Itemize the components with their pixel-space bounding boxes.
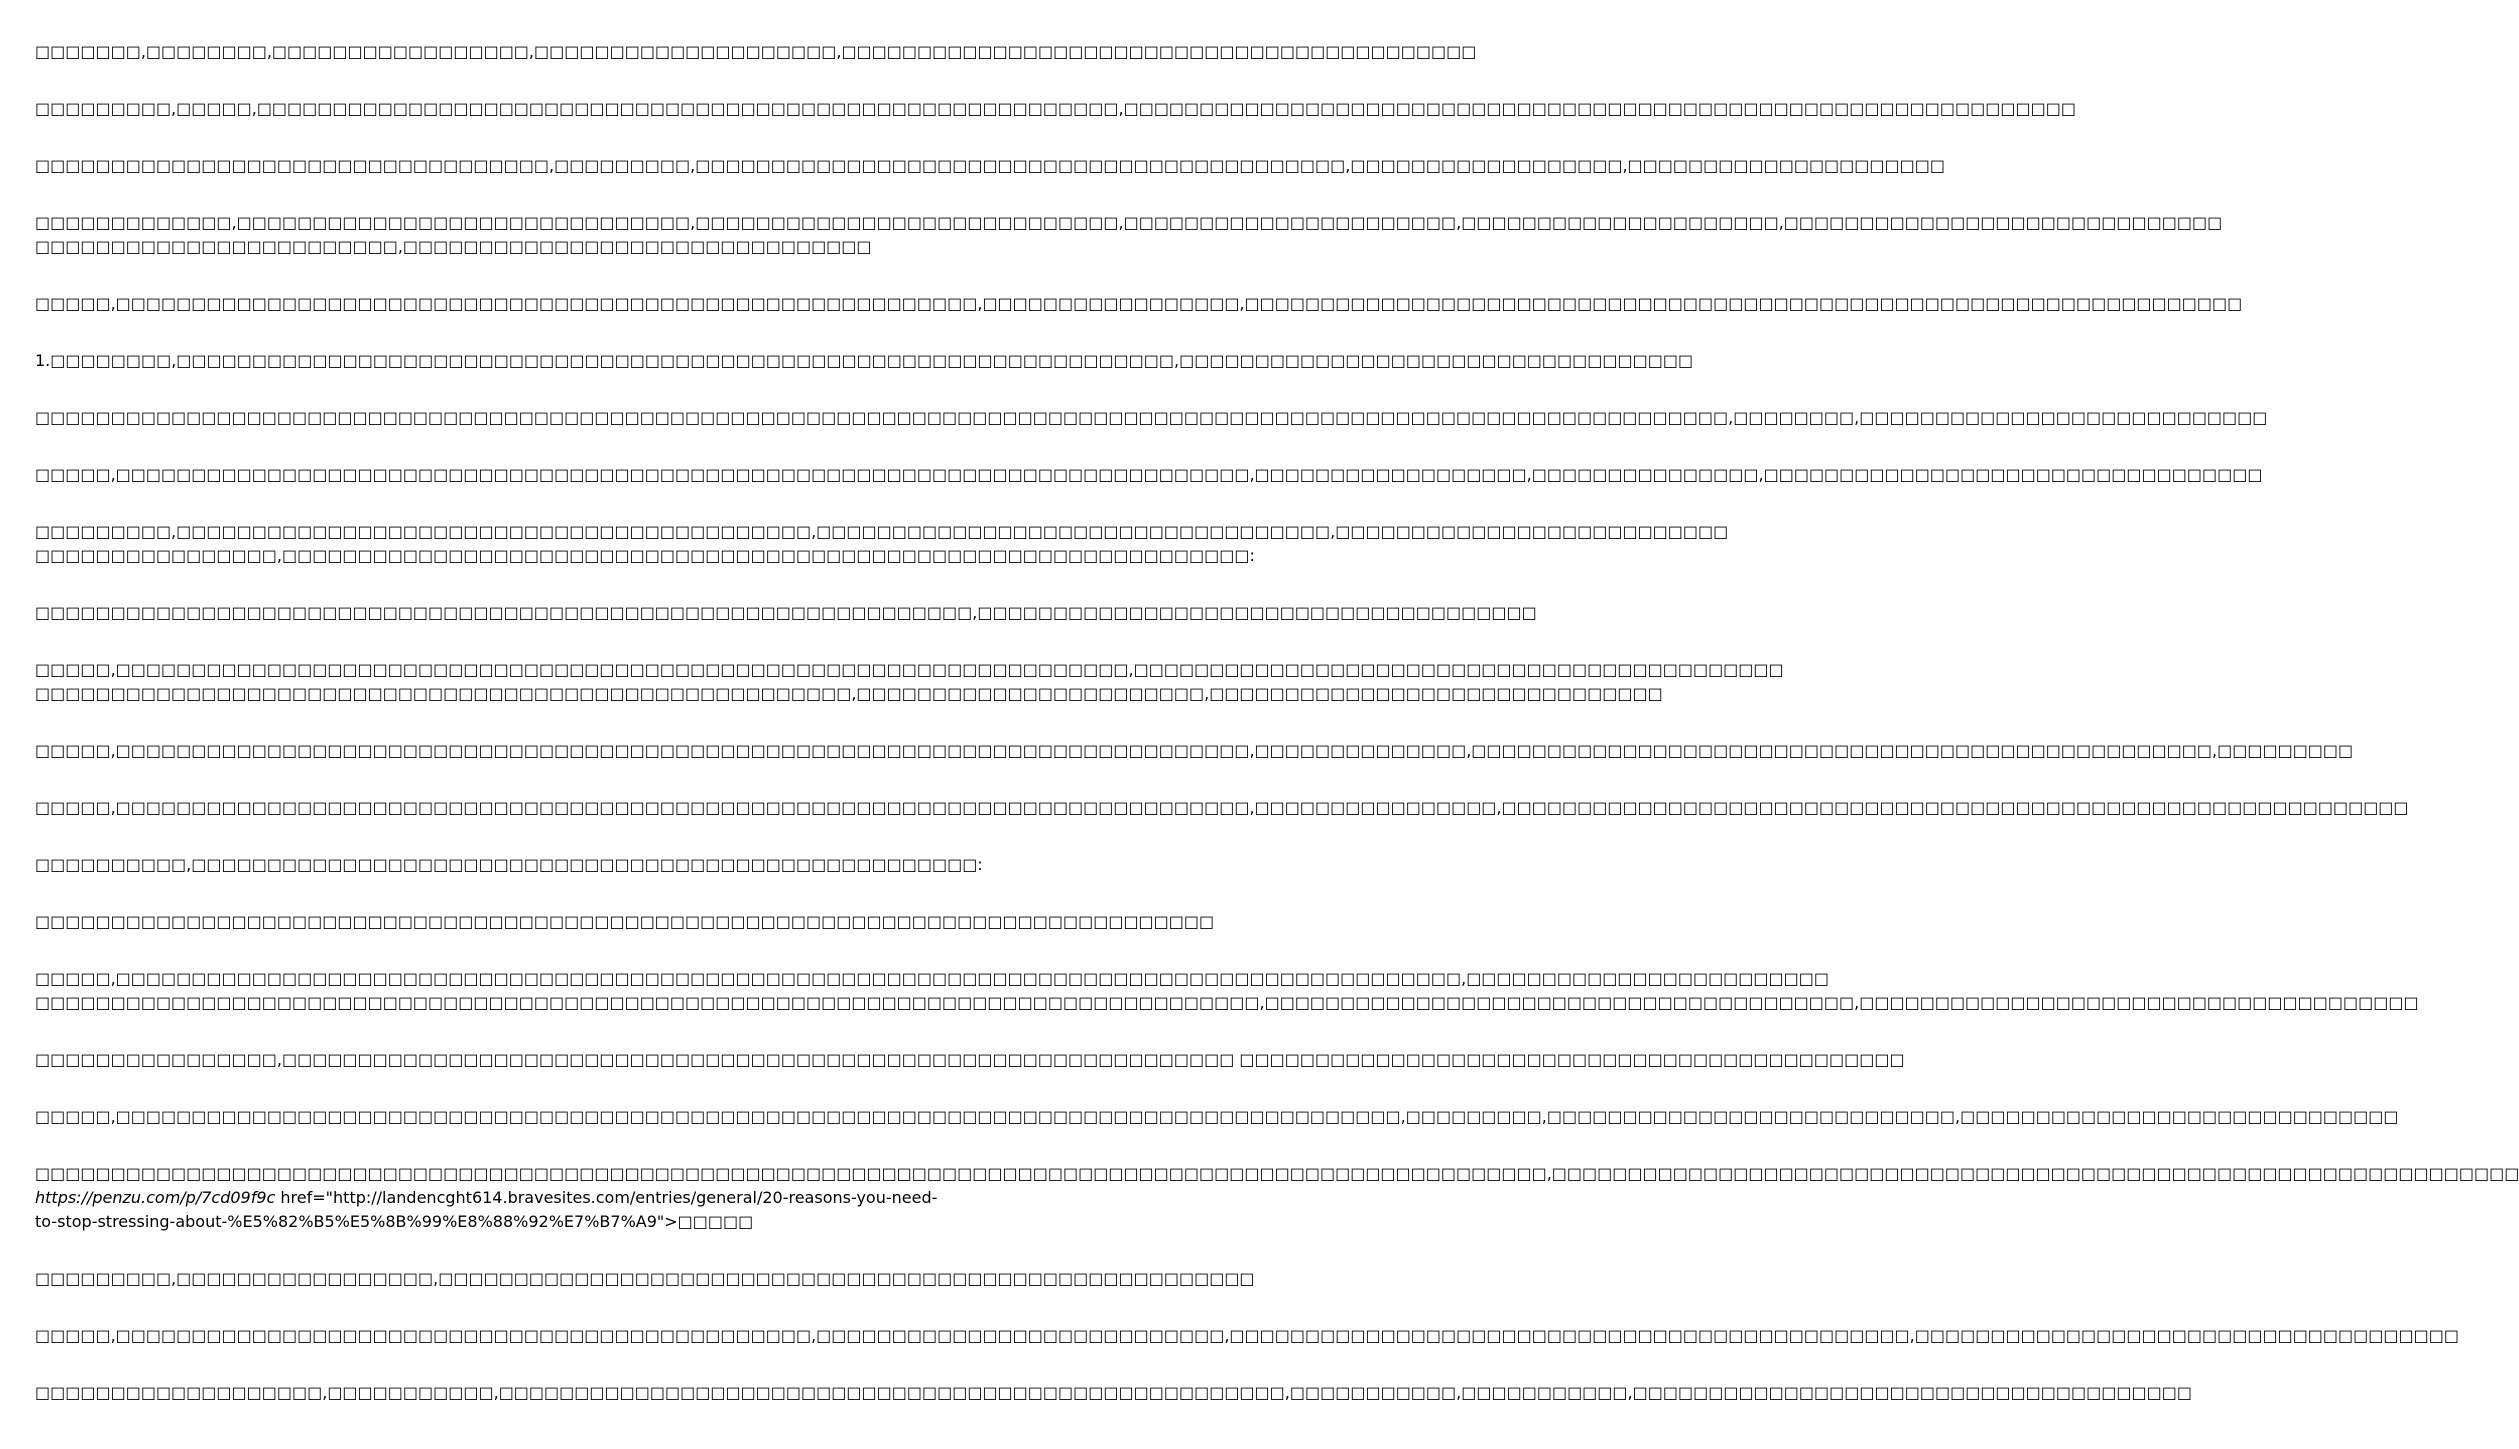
paragraph-line: to-stop-stressing-about-%E5%82%B5%E5%8B%99%E8%88%92%E7%B7%A9">□□□□□ xyxy=(35,1212,754,1231)
paragraph xyxy=(35,154,1945,178)
raw-href-text: href="http://landencght614.bravesites.com/entries/general/20-reasons-you-need- xyxy=(275,1188,938,1207)
paragraph xyxy=(35,97,2076,121)
paragraph-line: □□□□□,□□□□□□□□□□□□□□□□□□□□□□□□□□□□□□□□□□□□□□□□□□□□□□,□□□□□□□□□□□□□□□□□□□□□□□□□□□,□□□□□□□□□□□□□□□□□□□□□□□□□□□□□□□□□□□□□□□□□□□□□,□□□□□□□□□□□□□□□□□□□□□□□□□□□□□□□□□□□□ xyxy=(35,1326,2459,1345)
paragraph xyxy=(35,658,1784,706)
paragraph-line: □□□□□□□□□□□□□,□□□□□□□□□□□□□□□□□□□□□□□□□□□□□□,□□□□□□□□□□□□□□□□□□□□□□□□□□□□,□□□□□□□□□□□□□□□□□□□□□□,□□□□□□□□□□□□□□□□□□□□□,□□□□□□□□□□□□□□□□□□□□□□□□□□□□□ xyxy=(35,213,2223,232)
paragraph-line: □□□□□,□□□□□□□□□□□□□□□□□□□□□□□□□□□□□□□□□□□□□□□□□□□□□□□□□□□□□□□□□□□□□□□□□□□□□□□□□□□,□□□□□□□□□□□□□□,□□□□□□□□□□□□□□□□□□□□□□□□□□□□□□□□□□□□□□□□□□□□□□□□□,□□□□□□□□□ xyxy=(35,741,2354,760)
paragraph xyxy=(35,1381,2192,1405)
paragraph-line: □□□□□□□□□□□□□□□□□□□□□□□□,□□□□□□□□□□□□□□□□□□□□□□□□□□□□□□□ xyxy=(35,237,872,256)
paragraph xyxy=(35,40,1477,64)
paragraph-line: □□□□□,□□□□□□□□□□□□□□□□□□□□□□□□□□□□□□□□□□□□□□□□□□□□□□□□□□□□□□□□□□□□□□□□□□□□□□□□□□□□□□□□□□□□□,□□□□□□□□□,□□□□□□□□□□□□□□□□□□□□□□□□□□□,□□□□□□□□□□□□□□□□□□□□□□□□□□□□□ xyxy=(35,1107,2399,1126)
paragraph xyxy=(35,406,2268,430)
paragraph-line: 1.□□□□□□□□,□□□□□□□□□□□□□□□□□□□□□□□□□□□□□□□□□□□□□□□□□□□□□□□□□□□□□□□□□□□□□□□□□□,□□□□□□□□□□□□□□□□□□□□□□□□□□□□□□□□□□ xyxy=(35,351,1694,370)
paragraph-line: □□□□□□□□□□□□□□□□□□□□□□□□□□□□□□□□□□□□□□□□□□□□□□□□□□□□□□□□□□□□□□□□□□□□□□□□□□□□□□□□□□□□□□□□□□□□□□□□□□□□□□□□□□□□□□□□,□□□□□□□□,□□□□□□□□□□□□□□□□□□□□□□□□□□□ xyxy=(35,408,2268,427)
paragraph-line: □□□□□□□,□□□□□□□□,□□□□□□□□□□□□□□□□□,□□□□□□□□□□□□□□□□□□□□,□□□□□□□□□□□□□□□□□□□□□□□□□□□□□□□□□□□□□□□□□□ xyxy=(35,42,1477,61)
paragraph xyxy=(35,853,990,877)
paragraph xyxy=(35,520,1729,568)
paragraph xyxy=(35,739,2354,763)
paragraph-line: □□□□□□□□□□□□□□□□,□□□□□□□□□□□□□□□□□□□□□□□□□□□□□□□□□□□□□□□□□□□□□□□□□□□□□□□□□□□□□□□□: xyxy=(35,546,1255,565)
paragraph-line: □□□□□,□□□□□□□□□□□□□□□□□□□□□□□□□□□□□□□□□□□□□□□□□□□□□□□□□□□□□□□□□□□□□□□□□□□□□□□□□□□,□□□□□□□□□□□□□□□□,□□□□□□□□□□□□□□□□□□□□□□□□□□□□□□□□□□□□□□□□□□□□□□□□□□□□□□□□□□□□ xyxy=(35,798,2409,817)
paragraph-line: □□□□□,□□□□□□□□□□□□□□□□□□□□□□□□□□□□□□□□□□□□□□□□□□□□□□□□□□□□□□□□□□□□□□□□□□□□□□□□□□□,□□□□□□□□□□□□□□□□□□,□□□□□□□□□□□□□□□,□□□□□□□□□□□□□□□□□□□□□□□□□□□□□□□□□ xyxy=(35,465,2263,484)
paragraph xyxy=(35,1324,2459,1348)
paragraph-line: □□□□□□□□□□□□□□□□□□□□□□□□□□□□□□□□□□□□□□□□□□□□□□□□□□□□□□□□□□□□□□□□□□□□□□□□□□□□□□□□□□□□□□□□□□□□□□□□□□□□,□□□□□□□□□□□□□□□□□□□□□□□□□□□□□□□□□□□□□□□□□□□□□□□□□□□□□□□□□□□□□□□□ xyxy=(35,1164,2519,1183)
paragraph-line: □□□□□□□□□□□□□□□□,□□□□□□□□□□□□□□□□□□□□□□□□□□□□□□□□□□□□□□□□□□□□□□□□□□□□□□□□□□□□□□□ □□□□□□□□□□□□□□□□□□□□□□□□□□□□□□□□□□□□□□□□□□□□ xyxy=(35,1050,1905,1069)
paragraph-line: □□□□□□□□□,□□□□□□□□□□□□□□□□□□□□□□□□□□□□□□□□□□□□□□□□□□,□□□□□□□□□□□□□□□□□□□□□□□□□□□□□□□□□□,□□□□□□□□□□□□□□□□□□□□□□□□□□ xyxy=(35,522,1729,541)
paragraph xyxy=(35,796,2409,820)
paragraph-line: □□□□□□□□□□□□□□□□□□□□□□□□□□□□□□□□□□□□□□□□□□□□□□□□□□□□□□□□□□□□□□,□□□□□□□□□□□□□□□□□□□□□□□□□□□□□□□□□□□□□ xyxy=(35,603,1537,622)
paragraph xyxy=(35,292,2243,316)
paragraph-line: □□□□□□□□□□□□□□□□□□□□□□□□□□□□□□□□□□,□□□□□□□□□,□□□□□□□□□□□□□□□□□□□□□□□□□□□□□□□□□□□□□□□□□□□,□□□□□□□□□□□□□□□□□□,□□□□□□□□□□□□□□□□□□□□□ xyxy=(35,156,1945,175)
paragraph xyxy=(35,1105,2399,1129)
italic-url-text: https://penzu.com/p/7cd09f9c xyxy=(35,1188,276,1207)
paragraph-line: □□□□□□□□□□□□□□□□□□□□□□□□□□□□□□□□□□□□□□□□□□□□□□□□□□□□□□□□□□□□□□□□□□□□□□□□□□□□□□□□□,□□□□□□□□□□□□□□□□□□□□□□□□□□□□□□□□□□□□□□□,□□□□□□□□□□□□□□□□□□□□□□□□□□□□□□□□□□□□□ xyxy=(35,993,2419,1012)
paragraph xyxy=(35,910,1215,934)
paragraph xyxy=(35,1048,1905,1072)
paragraph-line: □□□□□,□□□□□□□□□□□□□□□□□□□□□□□□□□□□□□□□□□□□□□□□□□□□□□□□□□□□□□□□□□□□□□□□□□□□□□□□□□□□□□□□□□□□□□□□□,□□□□□□□□□□□□□□□□□□□□□□□□ xyxy=(35,969,1829,988)
paragraph xyxy=(35,601,1537,625)
paragraph xyxy=(35,967,2419,1015)
paragraph-line: □□□□□□□□□□□□□□□□□□□□□□□□□□□□□□□□□□□□□□□□□□□□□□□□□□□□□□□□□□□□□□□□□□□□□□□□□□□□□□ xyxy=(35,912,1215,931)
numbered-paragraph xyxy=(35,349,1694,373)
paragraph-line: □□□□□,□□□□□□□□□□□□□□□□□□□□□□□□□□□□□□□□□□□□□□□□□□□□□□□□□□□□□□□□□,□□□□□□□□□□□□□□□□□,□□□□□□□□□□□□□□□□□□□□□□□□□□□□□□□□□□□□□□□□□□□□□□□□□□□□□□□□□□□□□□□□□□ xyxy=(35,294,2243,313)
paragraph-line: □□□□□□□□□,□□□□□□□□□□□□□□□□□,□□□□□□□□□□□□□□□□□□□□□□□□□□□□□□□□□□□□□□□□□□□□□□□□□□□□□□ xyxy=(35,1269,1255,1288)
paragraph xyxy=(35,211,2223,259)
paragraph-line: □□□□□□□□□,□□□□□,□□□□□□□□□□□□□□□□□□□□□□□□□□□□□□□□□□□□□□□□□□□□□□□□□□□□□□□□□,□□□□□□□□□□□□□□□□□□□□□□□□□□□□□□□□□□□□□□□□□□□□□□□□□□□□□□□□□□□□□□□ xyxy=(35,99,2076,118)
document-body xyxy=(35,40,2519,1438)
paragraph xyxy=(35,463,2263,487)
paragraph xyxy=(35,1267,1255,1291)
paragraph-line: □□□□□□□□□□□□□□□□□□□□□□□□□□□□□□□□□□□□□□□□□□□□□□□□□□□□□□,□□□□□□□□□□□□□□□□□□□□□□□,□□□□□□□□□□□□□□□□□□□□□□□□□□□□□□ xyxy=(35,684,1663,703)
paragraph-line: □□□□□,□□□□□□□□□□□□□□□□□□□□□□□□□□□□□□□□□□□□□□□□□□□□□□□□□□□□□□□□□□□□□□□□□□□,□□□□□□□□□□□□□□□□□□□□□□□□□□□□□□□□□□□□□□□□□□□ xyxy=(35,660,1784,679)
paragraph-line xyxy=(35,1186,990,1210)
link-paragraph xyxy=(35,1162,2519,1234)
paragraph-line: □□□□□□□□□□□□□□□□□□□,□□□□□□□□□□□,□□□□□□□□□□□□□□□□□□□□□□□□□□□□□□□□□□□□□□□□□□□□□□□□□□□□,□□□□□□□□□□□,□□□□□□□□□□□,□□□□□□□□□□□□□□□□□□□□□□□□□□□□□□□□□□□□□ xyxy=(35,1383,2192,1402)
paragraph-line: □□□□□□□□□□,□□□□□□□□□□□□□□□□□□□□□□□□□□□□□□□□□□□□□□□□□□□□□□□□□□□□: xyxy=(35,855,983,874)
